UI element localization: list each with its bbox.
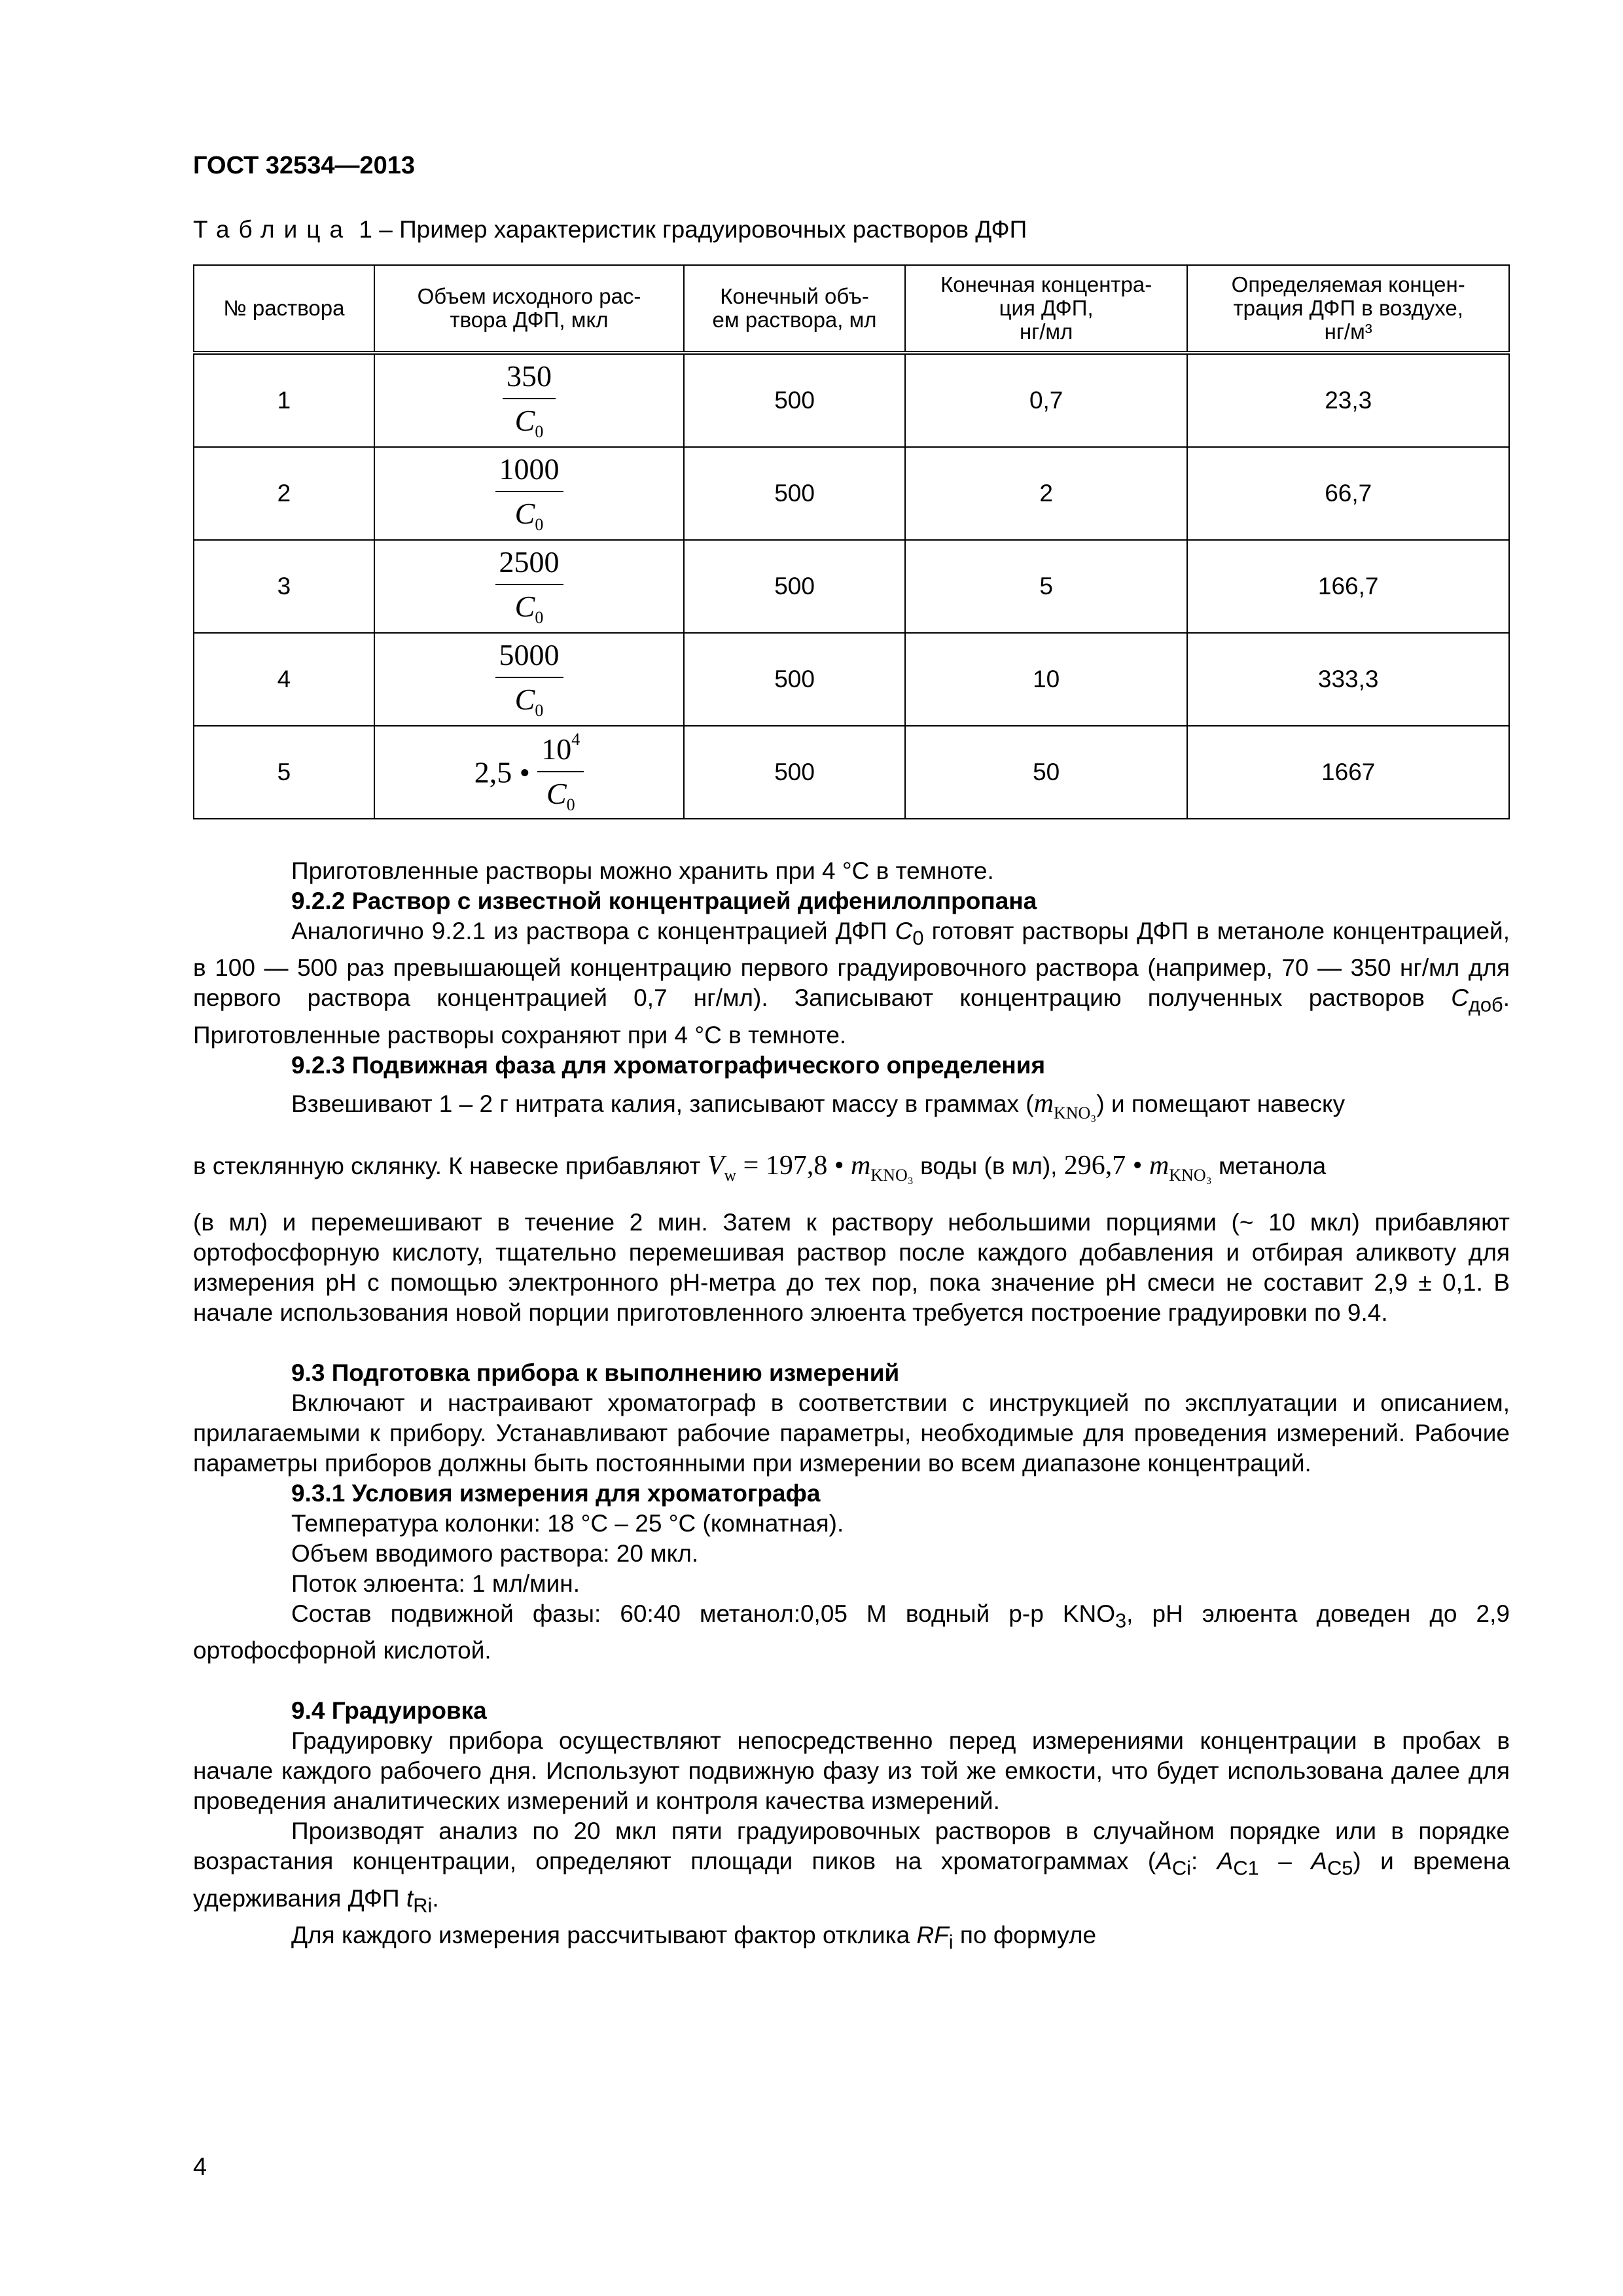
table-row — [194, 633, 1509, 726]
body-text — [193, 856, 1510, 1957]
paragraph: Приготовленные растворы можно хранить при 4 °С в темноте. — [291, 857, 994, 884]
col-header-text: Конечный объ- ем раствора, мл — [712, 284, 877, 332]
text-span: . Приготовленные растворы сохраняют при 4 °С в темноте. — [193, 984, 1510, 1049]
paragraph — [193, 1816, 1510, 1920]
symbol-m: m — [1033, 1088, 1054, 1119]
cell-solution-number: 4 — [194, 633, 374, 726]
symbol-cdob: C — [1451, 984, 1469, 1012]
text-span: Производят анализ по 20 мкл пяти градуировочных растворов в случайном порядке или в порядке возрастания концентрации, определяют площади пиков на хроматограммах ( — [193, 1818, 1510, 1875]
table-body — [194, 353, 1509, 819]
text-span: ) и времена удерживания ДФП — [193, 1848, 1510, 1912]
symbol-subscript: Ci — [1171, 1856, 1192, 1880]
text-span: готовят растворы ДФП в метаноле концентрацией, в 100 — 500 раз превышающей концентрацию первого градуировочного раствора (например, 70 — 350 нг/мл для первого раствора концентрацией 0,7 нг/мл). Записывают концентрацию полученных растворов — [193, 918, 1510, 1012]
cell-initial-volume — [374, 540, 684, 633]
symbol-a: A — [1311, 1848, 1327, 1875]
cell-air-concentration: 23,3 — [1187, 353, 1509, 447]
text-span: Взвешивают 1 – 2 г нитрата калия, записывают массу в граммах ( — [291, 1090, 1034, 1117]
cell-final-volume: 500 — [684, 447, 905, 540]
col-header-text: Объем исходного рас- твора ДФП, мкл — [417, 284, 641, 332]
fraction-numerator: 2500 — [495, 547, 563, 585]
text-span: . — [432, 1884, 439, 1912]
col-header-text: Определяемая концен- трация ДФП в воздухе, нг/м³ — [1231, 272, 1465, 344]
cell-solution-number: 5 — [194, 726, 374, 819]
symbol-c0: C — [895, 918, 913, 944]
fraction-exponent: 4 — [571, 730, 580, 749]
col-header — [194, 265, 374, 353]
symbol-subscript: w — [724, 1165, 737, 1185]
paragraph: Градуировку прибора осуществляют непосредственно перед измерениями концентрации в пробах в начале каждого рабочего дня. Используют подвижную фазу из той же емкости, что будет использована далее для проведения аналитических измерений и контроля качества измерений. — [193, 1727, 1510, 1815]
fraction-numerator: 1000 — [495, 454, 563, 492]
cell-solution-number: 1 — [194, 353, 374, 447]
symbol-subscript: i — [948, 1930, 954, 1954]
fraction-numerator: 350 — [503, 361, 556, 399]
fraction-denominator: $C_0$ — [514, 403, 544, 441]
fraction-denominator: $C_0$ — [514, 589, 544, 627]
section-heading-9-2-2: 9.2.2 Раствор с известной концентрацией дифенилолпропана — [291, 888, 1037, 914]
text-span: , рН элюента доведен до 2,9 ортофосфорной кислотой. — [193, 1600, 1510, 1664]
cell-initial-volume — [374, 726, 684, 819]
symbol-subscript: Ri — [413, 1893, 433, 1916]
cell-final-concentration: 2 — [905, 447, 1188, 540]
col-header-text: № раствора — [223, 296, 345, 320]
col-header — [374, 265, 684, 353]
fraction-denominator: $C_0$ — [546, 777, 575, 814]
paragraph — [193, 1920, 1510, 1957]
fraction-denominator: $C_0$ — [514, 682, 544, 720]
symbol-subscript: C5 — [1327, 1856, 1353, 1880]
symbol-subscript: KNO₃ — [1053, 1103, 1097, 1122]
volume-fraction — [503, 361, 556, 440]
symbol-v: V — [707, 1150, 724, 1181]
fraction-numerator: $10^4$ — [537, 731, 584, 772]
text-span: : — [1191, 1848, 1217, 1875]
col-header-text: Конечная концентра- ция ДФП, нг/мл — [940, 272, 1152, 344]
table-header-row — [194, 265, 1509, 353]
fraction-denominator: $C_0$ — [514, 496, 544, 534]
section-heading-9-4: 9.4 Градуировка — [291, 1697, 487, 1725]
paragraph — [193, 1088, 1510, 1128]
text-span: ) и помещают навеску — [1096, 1090, 1346, 1117]
text-span: метанола — [1211, 1152, 1327, 1179]
paragraph: Объем вводимого раствора: 20 мкл. — [291, 1539, 699, 1567]
denominator-subscript: 0 — [535, 422, 544, 441]
text-span: в стеклянную склянку. К навеске прибавляют — [193, 1152, 707, 1179]
cell-air-concentration: 66,7 — [1187, 447, 1509, 540]
page-number: 4 — [193, 2153, 207, 2181]
cell-final-volume: 500 — [684, 633, 905, 726]
standard-header: ГОСТ 32534—2013 — [193, 152, 416, 179]
cell-solution-number: 3 — [194, 540, 374, 633]
text-span: воды (в мл), — [913, 1152, 1064, 1179]
symbol-subscript: 0 — [912, 926, 924, 950]
paragraph: Поток элюента: 1 мл/мин. — [291, 1570, 580, 1597]
table-caption-text: 1 – Пример характеристик градуировочных растворов ДФП — [352, 216, 1027, 243]
symbol-subscript: 3 — [1115, 1609, 1127, 1632]
text-span: – — [1258, 1848, 1311, 1875]
volume-fraction — [495, 637, 563, 720]
paragraph — [193, 1151, 1510, 1191]
table-row — [194, 447, 1509, 540]
section-heading-9-3: 9.3 Подготовка прибора к выполнению измерений — [291, 1359, 900, 1386]
formula-part: = 197,8 • — [736, 1150, 851, 1181]
cell-final-volume: 500 — [684, 726, 905, 819]
symbol-subscript: KNO₃ — [870, 1165, 914, 1185]
cell-final-volume: 500 — [684, 540, 905, 633]
cell-initial-volume — [374, 447, 684, 540]
symbol-subscript: KNO₃ — [1169, 1165, 1212, 1185]
volume-fraction — [495, 454, 563, 533]
cell-air-concentration: 1667 — [1187, 726, 1509, 819]
symbol-a: A — [1217, 1848, 1234, 1875]
symbol-rf: RF — [916, 1921, 949, 1948]
symbol-m: m — [851, 1150, 871, 1181]
col-header — [1187, 265, 1509, 353]
volume-fraction — [537, 731, 584, 814]
text-span: Аналогично 9.2.1 из раствора с концентрацией ДФП — [291, 918, 895, 944]
symbol-t: t — [406, 1884, 414, 1912]
section-heading-9-3-1: 9.3.1 Условия измерения для хроматографа — [291, 1479, 821, 1507]
cell-final-concentration: 50 — [905, 726, 1188, 819]
cell-final-concentration: 5 — [905, 540, 1188, 633]
denominator-subscript: 0 — [535, 514, 544, 534]
paragraph: (в мл) и перемешивают в течение 2 мин. Затем к раствору небольшими порциями (~ 10 мкл) прибавляют ортофосфорную кислоту, тщательно перемешивая раствор после каждого добавления и отбирая аликвоту для измерения рН с помощью электронного рН-метра до тех пор, пока значение рН смеси не составит 2,9 ± 0,1. В начале использования новой порции приготовленного элюента требуется построение градуировки по 9.4. — [193, 1208, 1510, 1326]
volume-fraction — [495, 547, 563, 626]
cell-final-concentration: 0,7 — [905, 353, 1188, 447]
table-row — [194, 540, 1509, 633]
paragraph — [193, 916, 1510, 1050]
symbol-m: m — [1149, 1150, 1169, 1181]
spacer — [193, 1666, 1510, 1696]
cell-final-volume: 500 — [684, 353, 905, 447]
text-span: Состав подвижной фазы: 60:40 метанол:0,05 М водный р-р KNO — [291, 1600, 1116, 1627]
paragraph: Температура колонки: 18 °С – 25 °С (комнатная). — [291, 1509, 844, 1537]
cell-final-concentration: 10 — [905, 633, 1188, 726]
symbol-subscript: доб — [1468, 993, 1503, 1016]
table-row — [194, 726, 1509, 819]
text-span: по формуле — [953, 1921, 1097, 1948]
formula-part: 296,7 • — [1063, 1150, 1149, 1181]
spacer — [193, 1328, 1510, 1358]
table-caption — [193, 216, 1027, 243]
paragraph — [193, 1599, 1510, 1666]
cell-air-concentration: 166,7 — [1187, 540, 1509, 633]
paragraph: Включают и настраивают хроматограф в соответствии с инструкцией по эксплуатации и описанием, прилагаемыми к прибору. Устанавливают рабочие параметры, необходимые для проведения измерений. Рабочие параметры приборов должны быть постоянными при измерении во всем диапазоне концентраций. — [193, 1389, 1510, 1477]
cell-solution-number: 2 — [194, 447, 374, 540]
table-row — [194, 353, 1509, 447]
fraction-numerator: 5000 — [495, 640, 563, 678]
cell-air-concentration: 333,3 — [1187, 633, 1509, 726]
cell-initial-volume — [374, 633, 684, 726]
col-header — [684, 265, 905, 353]
denominator-subscript: 0 — [566, 795, 575, 814]
section-heading-9-2-3: 9.2.3 Подвижная фаза для хроматографического определения — [291, 1051, 1046, 1079]
denominator-subscript: 0 — [535, 607, 544, 627]
text-span: Для каждого измерения рассчитывают фактор отклика — [291, 1921, 917, 1948]
denominator-subscript: 0 — [535, 700, 544, 720]
cell-initial-volume — [374, 353, 684, 447]
symbol-a: A — [1156, 1848, 1172, 1875]
volume-coefficient: 2,5 • — [474, 755, 538, 789]
calibration-table — [193, 264, 1510, 819]
table-caption-word: Таблица — [193, 216, 353, 243]
symbol-subscript: C1 — [1233, 1856, 1259, 1880]
col-header — [905, 265, 1188, 353]
